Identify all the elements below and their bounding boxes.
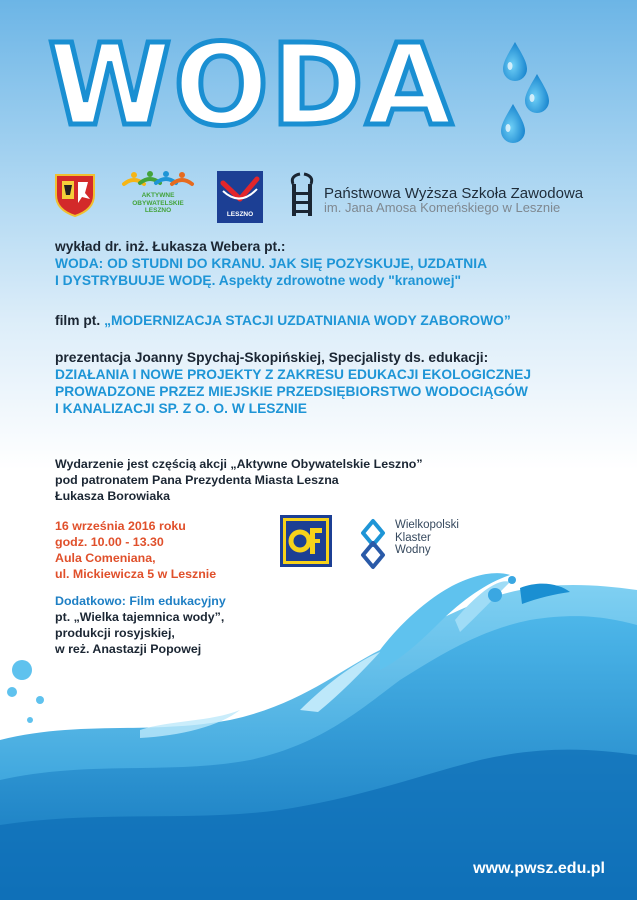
film-line (55, 313, 511, 330)
klaster-line2: Klaster (395, 531, 431, 544)
klaster-line1: Wielkopolski (395, 519, 459, 531)
presentation-intro: prezentacja Joanny Spychaj-Skopińskiej, Specjalisty ds. edukacji: (55, 350, 489, 365)
event-venue: Aula Comeniana, (55, 551, 156, 565)
pwsz-name: Państwowa Wyższa Szkoła Zawodowa (324, 185, 584, 202)
lecture-title-line1: WODA: OD STUDNI DO KRANU. JAK SIĘ POZYSKUJE, UZDATNIA (55, 256, 488, 271)
pwsz-subtitle: im. Jana Amosa Komeńskiego w Lesznie (324, 200, 561, 215)
presentation-line1: DZIAŁANIA I NOWE PROJEKTY Z ZAKRESU EDUKACJI EKOLOGICZNEJ (55, 367, 532, 382)
klaster-wodny-text (395, 519, 459, 557)
extra-line2: pt. „Wielka tajemnica wody”, (55, 610, 225, 624)
event-line2: pod patronatem Pana Prezydenta Miasta Leszna (55, 473, 339, 487)
film-title: „MODERNIZACJA STACJI UZDATNIANIA WODY ZABOROWO” (104, 313, 511, 328)
leszno-logo-text: LESZNO (226, 211, 254, 218)
leszno-crest-icon (54, 173, 96, 217)
leszno-city-logo (217, 171, 263, 223)
film-intro: film pt. (55, 313, 101, 328)
presentation-line2: PROWADZONE PRZEZ MIEJSKIE PRZEDSIĘBIORSTWO WODOCIĄGÓW (55, 384, 528, 399)
extra-line3: produkcji rosyjskiej, (55, 626, 175, 640)
event-date: 16 września 2016 roku (55, 519, 186, 533)
event-line1: Wydarzenie jest częścią akcji „Aktywne Obywatelskie Leszno” (55, 457, 423, 471)
extra-line1: Dodatkowo: Film edukacyjny (55, 594, 226, 608)
lecture-title-line2: I DYSTRYBUUJE WODĘ. Aspekty zdrowotne wody "kranowej" (55, 273, 462, 288)
aktywne-logo-text: AKTYWNE OBYWATELSKIE LESZNO (132, 192, 184, 214)
pwsz-ladder-icon (288, 172, 318, 218)
poster-title: WODA (48, 21, 455, 151)
aktywne-obywatelskie-leszno-logo (118, 170, 198, 222)
klaster-line3: Wodny (395, 544, 431, 556)
lecture-intro: wykład dr. inż. Łukasza Webera pt.: (55, 239, 286, 254)
people-icon (118, 170, 198, 194)
event-address: ul. Mickiewicza 5 w Lesznie (55, 567, 217, 581)
event-time: godz. 10.00 - 13.30 (55, 535, 164, 549)
website-url[interactable]: www.pwsz.edu.pl (473, 860, 605, 877)
extra-line4: w reż. Anastazji Popowej (55, 642, 202, 656)
event-line3: Łukasza Borowiaka (55, 489, 171, 503)
water-drops-icon (495, 38, 555, 150)
presentation-line3: I KANALIZACJI SP. Z O. O. W LESZNIE (55, 401, 307, 416)
